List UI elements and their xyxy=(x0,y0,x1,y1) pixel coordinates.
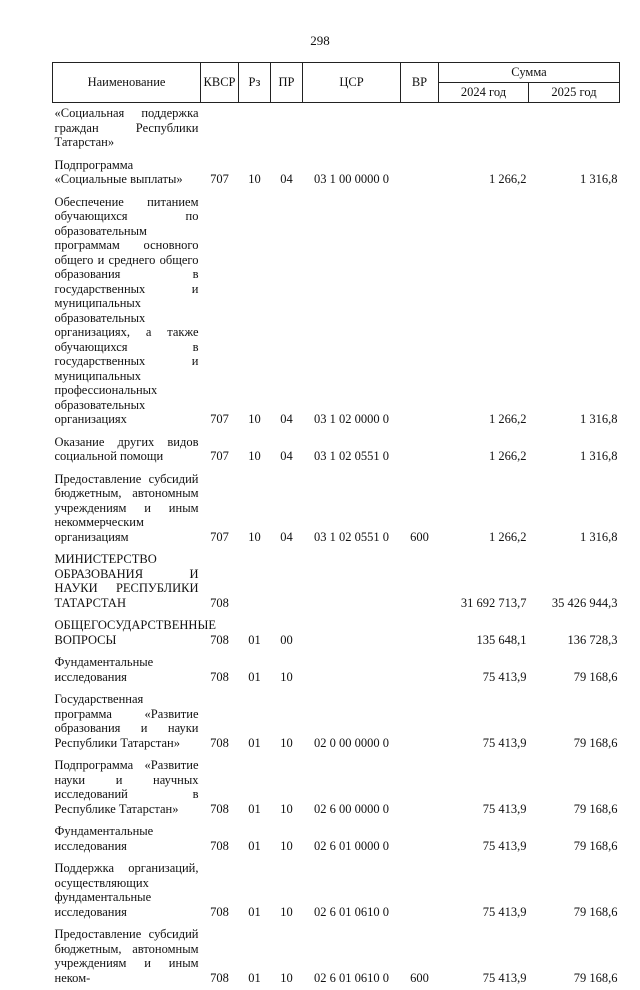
cell-sum-2024: 31 692 713,7 xyxy=(439,549,529,615)
cell-sum-2025: 1 316,8 xyxy=(529,192,620,432)
cell-sum-2024: 1 266,2 xyxy=(439,469,529,550)
cell-tsr xyxy=(303,103,401,155)
cell-pr: 10 xyxy=(271,858,303,924)
cell-kvsr: 708 xyxy=(201,615,239,652)
cell-kvsr: 708 xyxy=(201,689,239,755)
header-rz: Рз xyxy=(239,63,271,103)
header-tsr: ЦСР xyxy=(303,63,401,103)
cell-sum-2024: 75 413,9 xyxy=(439,821,529,858)
cell-name: «Социальная поддержка граждан Республики Татарстан» xyxy=(53,103,201,155)
table-body xyxy=(53,103,620,990)
header-year-2025: 2025 год xyxy=(529,83,620,103)
cell-vr xyxy=(401,615,439,652)
cell-rz: 10 xyxy=(239,432,271,469)
cell-name: МИНИСТЕРСТВО ОБРАЗОВАНИЯ И НАУКИ РЕСПУБЛИКИ ТАТАРСТАН xyxy=(53,549,201,615)
table-row xyxy=(53,469,620,550)
table-row xyxy=(53,432,620,469)
cell-vr xyxy=(401,652,439,689)
cell-tsr: 03 1 02 0551 0 xyxy=(303,469,401,550)
header-pr: ПР xyxy=(271,63,303,103)
cell-tsr: 02 6 01 0610 0 xyxy=(303,924,401,990)
cell-vr: 600 xyxy=(401,469,439,550)
cell-tsr: 02 6 00 0000 0 xyxy=(303,755,401,821)
cell-pr: 10 xyxy=(271,821,303,858)
cell-rz xyxy=(239,549,271,615)
cell-sum-2025: 79 168,6 xyxy=(529,689,620,755)
cell-sum-2025: 1 316,8 xyxy=(529,469,620,550)
cell-rz: 10 xyxy=(239,155,271,192)
cell-pr: 10 xyxy=(271,652,303,689)
cell-vr xyxy=(401,821,439,858)
cell-rz: 10 xyxy=(239,192,271,432)
cell-vr xyxy=(401,155,439,192)
cell-rz: 01 xyxy=(239,615,271,652)
cell-pr: 10 xyxy=(271,924,303,990)
cell-sum-2024: 1 266,2 xyxy=(439,192,529,432)
cell-sum-2025: 1 316,8 xyxy=(529,155,620,192)
cell-vr xyxy=(401,549,439,615)
cell-kvsr: 708 xyxy=(201,924,239,990)
cell-pr xyxy=(271,549,303,615)
cell-pr: 10 xyxy=(271,689,303,755)
cell-sum-2025 xyxy=(529,103,620,155)
cell-sum-2024: 135 648,1 xyxy=(439,615,529,652)
table-row xyxy=(53,103,620,155)
cell-sum-2025: 79 168,6 xyxy=(529,858,620,924)
cell-sum-2024: 75 413,9 xyxy=(439,652,529,689)
cell-pr xyxy=(271,103,303,155)
table-row xyxy=(53,192,620,432)
cell-pr: 04 xyxy=(271,432,303,469)
cell-tsr: 03 1 02 0000 0 xyxy=(303,192,401,432)
cell-tsr: 03 1 02 0551 0 xyxy=(303,432,401,469)
cell-kvsr: 707 xyxy=(201,192,239,432)
cell-name: Подпрограмма «Развитие науки и научных исследований в Республике Татарстан» xyxy=(53,755,201,821)
cell-kvsr: 708 xyxy=(201,755,239,821)
table-row xyxy=(53,652,620,689)
header-year-2024: 2024 год xyxy=(439,83,529,103)
cell-vr xyxy=(401,103,439,155)
cell-tsr xyxy=(303,615,401,652)
cell-rz: 01 xyxy=(239,652,271,689)
cell-rz: 01 xyxy=(239,858,271,924)
cell-vr: 600 xyxy=(401,924,439,990)
cell-name: Предоставление субсидий бюджетным, автономным учреждениям и иным неком- xyxy=(53,924,201,990)
cell-pr: 04 xyxy=(271,155,303,192)
cell-sum-2024: 75 413,9 xyxy=(439,924,529,990)
table-row xyxy=(53,924,620,990)
cell-tsr xyxy=(303,652,401,689)
cell-kvsr xyxy=(201,103,239,155)
cell-sum-2024: 75 413,9 xyxy=(439,755,529,821)
cell-pr: 04 xyxy=(271,469,303,550)
cell-rz xyxy=(239,103,271,155)
cell-rz: 01 xyxy=(239,924,271,990)
cell-sum-2025: 136 728,3 xyxy=(529,615,620,652)
cell-name: ОБЩЕГОСУДАРСТВЕННЫЕ ВОПРОСЫ xyxy=(53,615,201,652)
cell-sum-2024: 1 266,2 xyxy=(439,155,529,192)
header-sum: Сумма xyxy=(439,63,620,83)
cell-sum-2024 xyxy=(439,103,529,155)
table-row xyxy=(53,755,620,821)
cell-name: Государственная программа «Развитие образования и науки Республики Татарстан» xyxy=(53,689,201,755)
cell-sum-2024: 1 266,2 xyxy=(439,432,529,469)
cell-kvsr: 707 xyxy=(201,432,239,469)
cell-name: Поддержка организаций, осуществляющих фундаментальные исследования xyxy=(53,858,201,924)
cell-rz: 01 xyxy=(239,755,271,821)
table-row xyxy=(53,549,620,615)
header-name: Наименование xyxy=(53,63,201,103)
cell-sum-2025: 79 168,6 xyxy=(529,755,620,821)
cell-pr: 10 xyxy=(271,755,303,821)
cell-sum-2025: 79 168,6 xyxy=(529,821,620,858)
cell-tsr xyxy=(303,549,401,615)
table-row xyxy=(53,155,620,192)
cell-kvsr: 708 xyxy=(201,549,239,615)
cell-sum-2025: 35 426 944,3 xyxy=(529,549,620,615)
table-row xyxy=(53,689,620,755)
cell-vr xyxy=(401,192,439,432)
cell-name: Фундаментальные исследования xyxy=(53,821,201,858)
cell-vr xyxy=(401,432,439,469)
cell-name: Предоставление субсидий бюджетным, автономным учреждениям и иным некоммерческим организациям xyxy=(53,469,201,550)
cell-rz: 01 xyxy=(239,689,271,755)
page-number: 298 xyxy=(0,33,640,49)
cell-sum-2025: 1 316,8 xyxy=(529,432,620,469)
cell-sum-2024: 75 413,9 xyxy=(439,858,529,924)
cell-vr xyxy=(401,858,439,924)
cell-sum-2024: 75 413,9 xyxy=(439,689,529,755)
cell-name: Подпрограмма «Социальные выплаты» xyxy=(53,155,201,192)
cell-tsr: 02 0 00 0000 0 xyxy=(303,689,401,755)
header-kvsr: КВСР xyxy=(201,63,239,103)
cell-tsr: 03 1 00 0000 0 xyxy=(303,155,401,192)
cell-tsr: 02 6 01 0000 0 xyxy=(303,821,401,858)
header-vr: ВР xyxy=(401,63,439,103)
cell-rz: 10 xyxy=(239,469,271,550)
cell-pr: 00 xyxy=(271,615,303,652)
cell-kvsr: 708 xyxy=(201,821,239,858)
cell-vr xyxy=(401,689,439,755)
table-row xyxy=(53,615,620,652)
cell-kvsr: 707 xyxy=(201,469,239,550)
cell-kvsr: 708 xyxy=(201,858,239,924)
cell-sum-2025: 79 168,6 xyxy=(529,652,620,689)
cell-name: Оказание других видов социальной помощи xyxy=(53,432,201,469)
table-row xyxy=(53,821,620,858)
table-row xyxy=(53,858,620,924)
cell-kvsr: 708 xyxy=(201,652,239,689)
cell-name: Фундаментальные исследования xyxy=(53,652,201,689)
cell-tsr: 02 6 01 0610 0 xyxy=(303,858,401,924)
cell-vr xyxy=(401,755,439,821)
budget-table xyxy=(52,62,620,990)
cell-kvsr: 707 xyxy=(201,155,239,192)
cell-pr: 04 xyxy=(271,192,303,432)
cell-name: Обеспечение питанием обучающихся по образовательным программам основного общего и среднего общего образования в государственных и муниципальных образовательных организациях, а также обучающихся в государственных и муниципальных профессиональных образовательных организациях xyxy=(53,192,201,432)
cell-sum-2025: 79 168,6 xyxy=(529,924,620,990)
cell-rz: 01 xyxy=(239,821,271,858)
